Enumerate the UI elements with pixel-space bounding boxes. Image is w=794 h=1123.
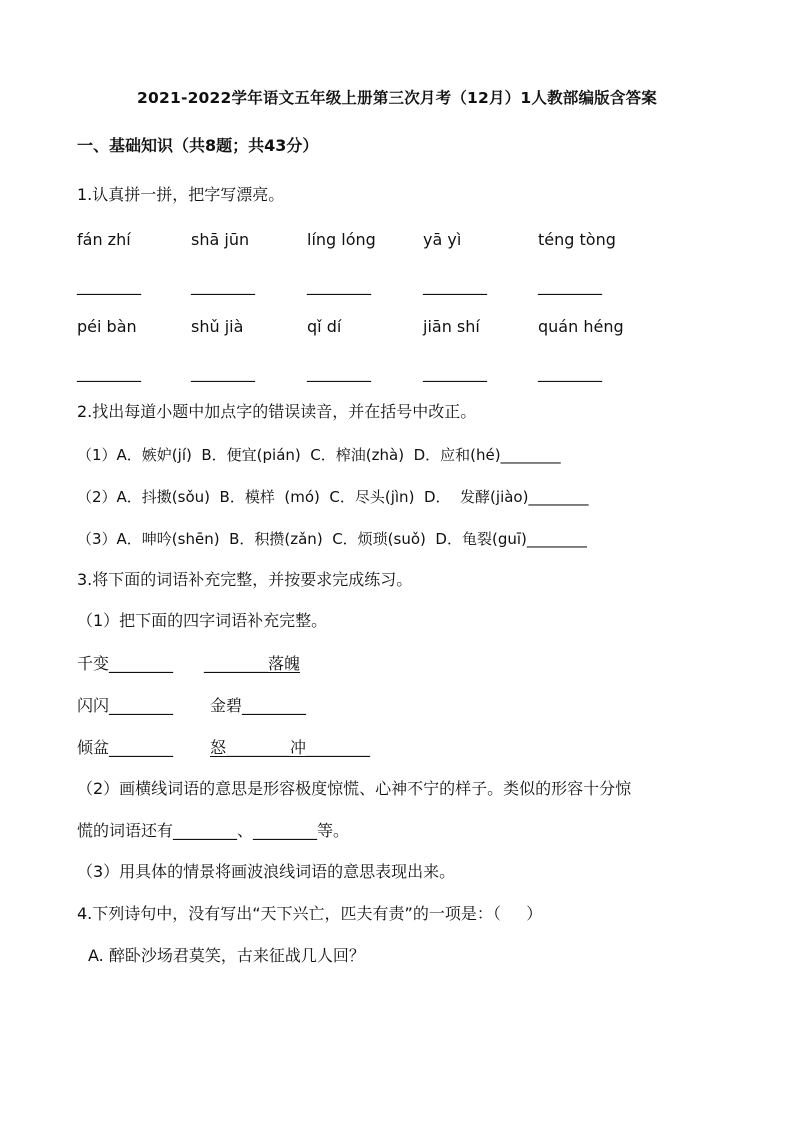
pinyin-item: fán zhí: [77, 230, 131, 249]
question-3-sub2-line2[interactable]: 慌的词语还有________、________等。: [77, 821, 350, 840]
pinyin-item: shǔ jià: [191, 317, 244, 336]
pinyin-item: yā yì: [423, 230, 462, 249]
word-blank[interactable]: 倾盆________: [77, 738, 174, 757]
pinyin-item: shā jūn: [191, 230, 250, 249]
question-2-item-1: （1）A．嫉妒(jí) B．便宜(pián) C．榨油(zhà) D．应和(hé)________: [77, 446, 561, 464]
answer-blank[interactable]: ________: [191, 276, 255, 295]
question-2-item-2: （2）A．抖擞(sǒu) B．模样 (mó) C．尽头(jìn) D． 发酵(jiào)________: [77, 488, 589, 506]
answer-blank[interactable]: ________: [423, 363, 487, 382]
answer-blank[interactable]: ________: [191, 363, 255, 382]
question-3-sub1: （1）把下面的四字词语补充完整。: [77, 611, 328, 630]
word-blank-wavy[interactable]: 怒________冲________: [210, 738, 371, 757]
answer-blank[interactable]: ________: [307, 363, 371, 382]
page-title: 2021-2022学年语文五年级上册第三次月考（12月）1人教部编版含答案: [137, 89, 657, 107]
question-2-item-3: （3）A．呻吟(shēn) B．积攒(zǎn) C．烦琐(suǒ) D．龟裂(guī)________: [77, 530, 587, 548]
word-blank[interactable]: 千变________: [77, 654, 174, 673]
question-1-stem: 1.认真拼一拼，把字写漂亮。: [77, 185, 285, 204]
answer-blank[interactable]: ________: [538, 276, 602, 295]
question-3-sub3: （3）用具体的情景将画波浪线词语的意思表现出来。: [77, 862, 456, 881]
question-3-sub2-line1: （2）画横线词语的意思是形容极度惊慌、心神不宁的样子。类似的形容十分惊: [77, 779, 632, 798]
word-blank-underlined[interactable]: ________落魄: [204, 654, 301, 673]
pinyin-item: péi bàn: [77, 317, 137, 336]
pinyin-item: qǐ dí: [307, 317, 342, 336]
question-4-stem: 4.下列诗句中，没有写出“天下兴亡，匹夫有责”的一项是：（ ）: [77, 904, 543, 923]
pinyin-item: quán héng: [538, 317, 624, 336]
word-blank[interactable]: 闪闪________: [77, 696, 174, 715]
answer-blank[interactable]: ________: [538, 363, 602, 382]
pinyin-item: líng lóng: [307, 230, 376, 249]
word-blank[interactable]: 金碧________: [210, 696, 307, 715]
section-heading: 一、基础知识（共8题；共43分）: [77, 136, 319, 155]
answer-blank[interactable]: ________: [423, 276, 487, 295]
question-2-stem: 2.找出每道小题中加点字的错误读音，并在括号中改正。: [77, 402, 477, 421]
pinyin-item: jiān shí: [423, 317, 480, 336]
question-3-stem: 3.将下面的词语补充完整，并按要求完成练习。: [77, 570, 413, 589]
pinyin-item: téng tòng: [538, 230, 616, 249]
answer-blank[interactable]: ________: [307, 276, 371, 295]
answer-blank[interactable]: ________: [77, 363, 141, 382]
answer-blank[interactable]: ________: [77, 276, 141, 295]
question-4-option-a[interactable]: A. 醉卧沙场君莫笑，古来征战几人回？: [88, 946, 365, 965]
